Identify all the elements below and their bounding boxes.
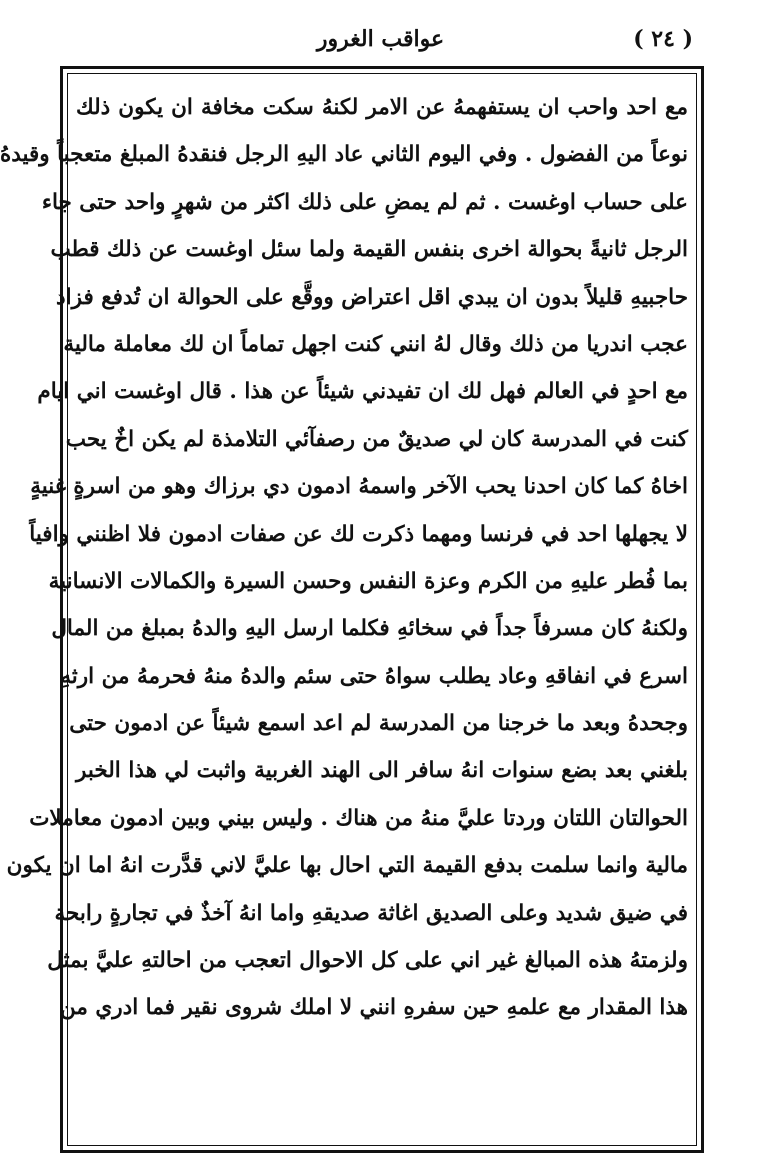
- text-line: ولزمتهُ هذه المبالغ غير اني على كل الاحوال اتعجب من احالتهِ عليَّ بمثل: [47, 948, 688, 974]
- text-line: مع احدٍ في العالم فهل لك ان تفيدني شيئاً عن هذا . قال اوغست اني ايام: [37, 379, 688, 405]
- page-header: [58, 22, 703, 66]
- text-line: الحوالتان اللتان وردتا عليَّ منهُ من هناك . وليس بيني وبين ادمون معاملات: [29, 805, 688, 831]
- text-line: اخاهُ كما كان احدنا يحب الآخر واسمهُ ادمون دي برزاك وهو من اسرةٍ غنيةٍ: [30, 474, 688, 500]
- text-line: نوعاً من الفضول . وفي اليوم الثاني عاد اليهِ الرجل فنقدهُ المبلغ متعجباً وقيدهُ: [0, 142, 688, 168]
- text-line: عجب اندريا من ذلك وقال لهُ انني كنت اجهل تماماً ان لك معاملة مالية: [63, 331, 688, 357]
- page-number: ( ٢٤ ): [633, 26, 693, 52]
- text-line: بلغني بعد بضع سنوات انهُ سافر الى الهند الغربية واثبت لي هذا الخبر: [76, 758, 688, 784]
- text-line: حاجبيهِ قليلاً بدون ان يبدي اقل اعتراض ووقَّع على الحوالة ان تُدفع فزاد: [56, 284, 688, 310]
- text-line: الرجل ثانيةً بحوالة اخرى بنفس القيمة ولما سئل اوغست عن ذلك قطب: [50, 237, 688, 263]
- text-line: وجحدهُ وبعد ما خرجنا من المدرسة لم اعد اسمع شيئاً عن ادمون حتى: [69, 711, 688, 737]
- text-line: على حساب اوغست . ثم لم يمضِ على ذلك اكثر من شهرٍ واحد حتى جاء: [41, 189, 688, 215]
- text-line: في ضيق شديد وعلى الصديق اغاثة صديقهِ واما انهُ آخذٌ في تجارةٍ رابحة: [54, 900, 688, 926]
- text-line: اسرع في انفاقهِ وعاد يطلب سواهُ حتى سئم والدهُ منهُ فحرمهُ من ارثهِ: [60, 663, 688, 689]
- text-line: لا يجهلها احد في فرنسا ومهما ذكرت لك عن صفات ادمون فلا اظنني وافياً: [29, 521, 688, 547]
- text-line: مع احد واحب ان يستفهمهُ عن الامر لكنهُ سكت مخافة ان يكون ذلك: [76, 95, 688, 120]
- text-line: هذا المقدار مع علمهِ حين سفرهِ انني لا املك شروى نقير فما ادري من: [60, 995, 688, 1021]
- text-line: مالية وانما سلمت بدفع القيمة التي احال بها عليَّ لاني قدَّرت انهُ اما ان يكون: [6, 853, 688, 879]
- text-line: ولكنهُ كان مسرفاً جداً في سخائهِ فكلما ارسل اليهِ والدهُ بمبلغ من المال: [51, 616, 688, 642]
- text-line: كنت في المدرسة كان لي صديقٌ من رصفآئي التلامذة لم يكن اخٌ يحب: [65, 426, 688, 452]
- running-title: عواقب الغرور: [316, 26, 445, 52]
- text-line: بما فُطر عليهِ من الكرم وعزة النفس وحسن السيرة والكمالات الانسانية: [48, 568, 688, 594]
- body-text: [0, 84, 694, 1144]
